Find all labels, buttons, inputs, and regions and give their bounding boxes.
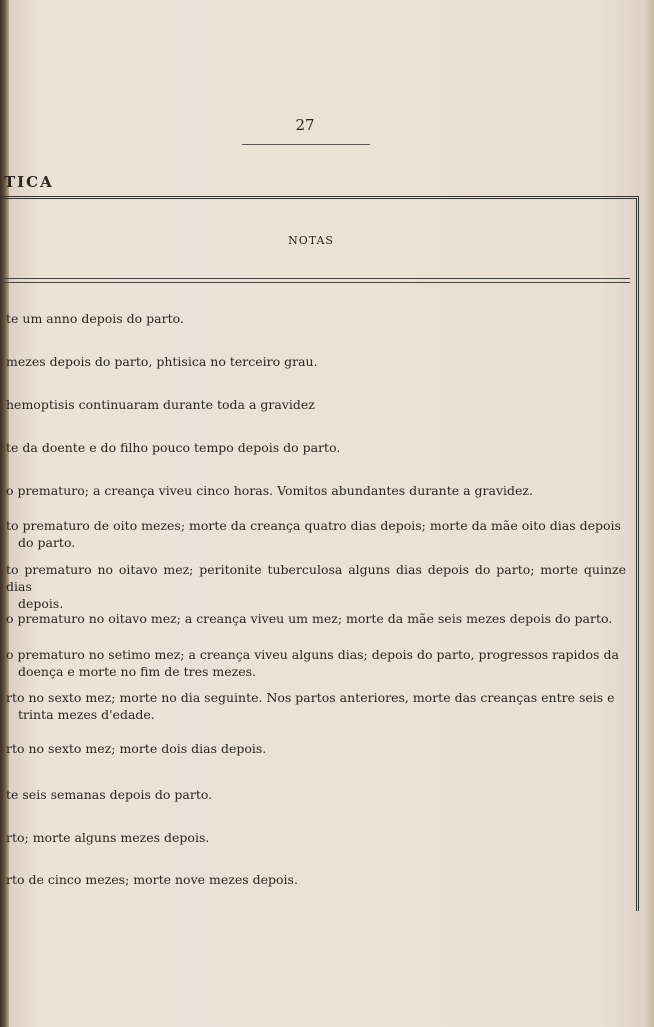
note-row — [6, 610, 626, 627]
note-row — [6, 439, 626, 456]
note-text: to prematuro no oitavo mez; peritonite tuberculosa alguns dias depois do parto; morte quinze dias — [6, 562, 626, 594]
section-title: TICA — [4, 173, 54, 191]
note-text-continued: trinta mezes d'edade. — [18, 707, 155, 722]
note-text: o prematuro; a creança viveu cinco horas. Vomitos abundantes durante a gravidez. — [6, 483, 533, 498]
note-text: o prematuro no oitavo mez; a creança viveu um mez; morte da mãe seis mezes depois do parto. — [6, 611, 613, 626]
note-row — [6, 689, 626, 723]
note-text-continued: doença e morte no fim de tres mezes. — [18, 664, 257, 679]
note-row — [6, 829, 626, 846]
note-row — [6, 740, 626, 757]
note-row — [6, 310, 626, 327]
note-row — [6, 646, 626, 680]
note-row — [6, 353, 626, 370]
column-header-notas: NOTAS — [288, 234, 334, 247]
note-row — [6, 396, 626, 413]
note-text: mezes depois do parto, phtisica no terceiro grau. — [6, 354, 318, 369]
note-text-continued: depois. — [18, 596, 64, 611]
note-row — [6, 517, 626, 551]
note-text: hemoptisis continuaram durante toda a gravidez — [6, 397, 315, 412]
note-row — [6, 786, 626, 803]
note-text: rto no sexto mez; morte dois dias depois. — [6, 741, 267, 756]
note-text: te seis semanas depois do parto. — [6, 787, 213, 802]
page-number: 27 — [295, 116, 315, 134]
note-text: rto no sexto mez; morte no dia seguinte. Nos partos anteriores, morte das creanças entre seis e — [6, 690, 615, 705]
note-row — [6, 871, 626, 888]
note-text: rto; morte alguns mezes depois. — [6, 830, 210, 845]
note-row — [6, 482, 626, 499]
note-text: to prematuro de oito mezes; morte da creança quatro dias depois; morte da mãe oito dias depois — [6, 518, 621, 533]
note-text: te um anno depois do parto. — [6, 311, 184, 326]
note-text-continued: do parto. — [18, 535, 76, 550]
note-text: o prematuro no setimo mez; a creança viveu alguns dias; depois do parto, progressos rapidos da — [6, 647, 619, 662]
note-text: rto de cinco mezes; morte nove mezes depois. — [6, 872, 298, 887]
note-row — [6, 561, 626, 612]
note-text: te da doente e do filho pouco tempo depois do parto. — [6, 440, 341, 455]
